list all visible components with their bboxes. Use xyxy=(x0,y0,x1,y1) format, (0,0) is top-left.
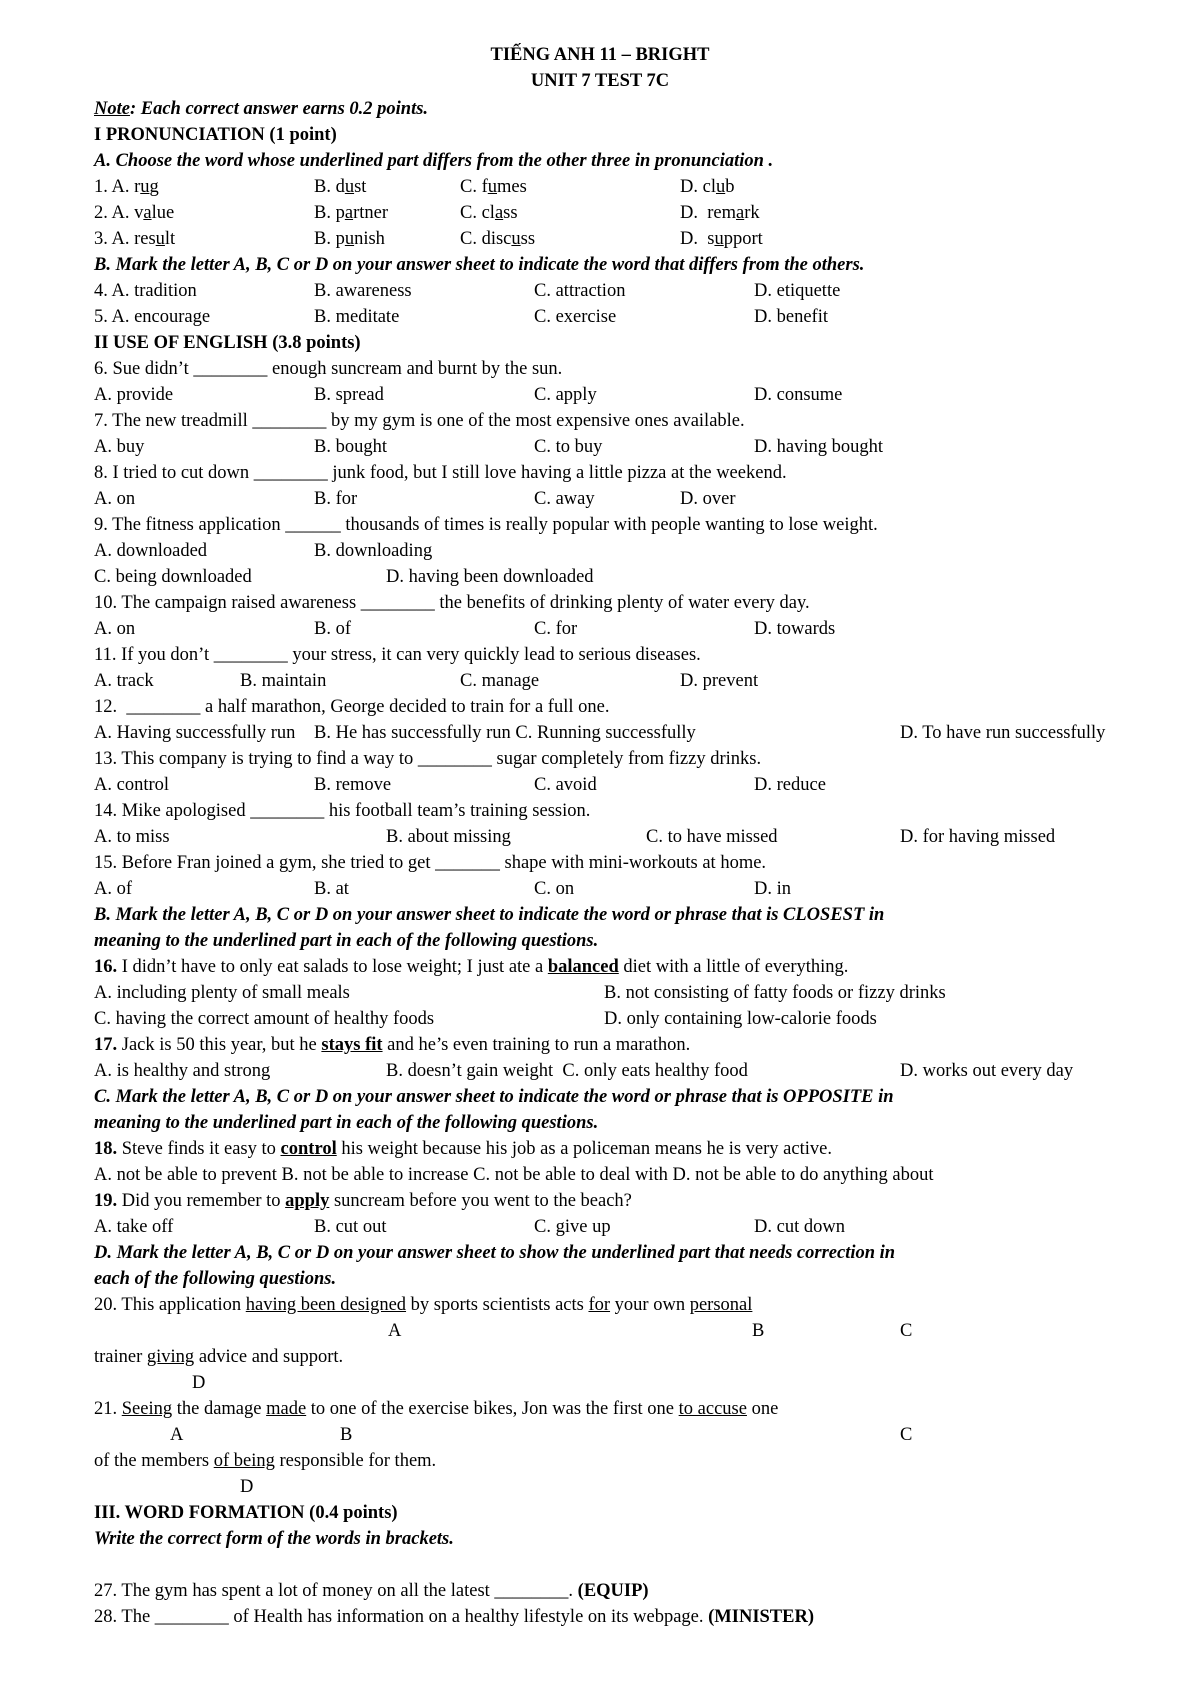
q16-stem: 16. I didn’t have to only eat salads to lose weight; I just ate a balanced diet with a little of everything. xyxy=(94,957,849,977)
q10-option-a: A. on xyxy=(94,619,136,639)
q9-stem: 9. The fitness application ______ thousands of times is really popular with people wanting to lose weight. xyxy=(94,515,878,535)
q15-option-d: D. in xyxy=(754,879,791,899)
q7-stem: 7. The new treadmill ________ by my gym is one of the most expensive ones available. xyxy=(94,411,745,431)
section-2-part-b-instructions-line1: B. Mark the letter A, B, C or D on your answer sheet to indicate the word or phrase that is CLOSEST in xyxy=(94,905,885,925)
note xyxy=(94,98,428,120)
q15-option-c: C. on xyxy=(534,879,575,899)
q20-letter-b: B xyxy=(752,1321,765,1341)
q20-letter-d: D xyxy=(192,1373,206,1393)
note-text: : Each correct answer earns 0.2 points. xyxy=(129,99,429,119)
q9-option-b: B. downloading xyxy=(314,541,433,561)
q6-option-b: B. spread xyxy=(314,385,384,405)
q11-stem: 11. If you don’t ________ your stress, it can very quickly lead to serious diseases. xyxy=(94,645,701,665)
section-2-part-c-instructions-line2: meaning to the underlined part in each of the following questions. xyxy=(94,1113,599,1133)
section-1-part-a-instructions: A. Choose the word whose underlined part differs from the other three in pronunciation . xyxy=(94,151,774,171)
q11-option-d: D. prevent xyxy=(680,671,759,691)
q11-option-b: B. maintain xyxy=(240,671,327,691)
q10-option-c: C. for xyxy=(534,619,578,639)
q7-option-c: C. to buy xyxy=(534,437,603,457)
q12-stem: 12. ________ a half marathon, George decided to train for a full one. xyxy=(94,697,610,717)
q4-option-c: C. attraction xyxy=(534,281,626,301)
section-1-heading: I PRONUNCIATION (1 point) xyxy=(94,125,337,145)
q13-option-a: A. control xyxy=(94,775,170,795)
q3-option-c: C. discuss xyxy=(460,229,536,249)
q20-stem-line2: trainer giving advice and support. xyxy=(94,1347,344,1367)
q1-option-d: D. club xyxy=(680,177,735,197)
section-3-heading: III. WORD FORMATION (0.4 points) xyxy=(94,1503,398,1523)
q18-options: A. not be able to prevent B. not be able to increase C. not be able to deal with D. not be able to do anything about xyxy=(94,1165,934,1185)
q16-option-d: D. only containing low-calorie foods xyxy=(604,1009,877,1029)
q17-options-b-c: B. doesn’t gain weight C. only eats healthy food xyxy=(386,1061,748,1081)
q6-stem: 6. Sue didn’t ________ enough suncream and burnt by the sun. xyxy=(94,359,563,379)
q12-options-b-c: B. He has successfully run C. Running successfully xyxy=(314,723,696,743)
document-subtitle: UNIT 7 TEST 7C xyxy=(530,71,670,91)
q17-option-a: A. is healthy and strong xyxy=(94,1061,271,1081)
q6-option-d: D. consume xyxy=(754,385,843,405)
q17-stem: 17. Jack is 50 this year, but he stays fit and he’s even training to run a marathon. xyxy=(94,1035,691,1055)
q13-option-d: D. reduce xyxy=(754,775,826,795)
q19-stem: 19. Did you remember to apply suncream before you went to the beach? xyxy=(94,1191,632,1211)
q7-option-d: D. having bought xyxy=(754,437,883,457)
q5-option-c: C. exercise xyxy=(534,307,617,327)
q16-option-a: A. including plenty of small meals xyxy=(94,983,350,1003)
q8-option-b: B. for xyxy=(314,489,358,509)
q6-option-a: A. provide xyxy=(94,385,174,405)
section-2-part-d-instructions-line2: each of the following questions. xyxy=(94,1269,337,1289)
q13-stem: 13. This company is trying to find a way to ________ sugar completely from fizzy drinks. xyxy=(94,749,762,769)
q19-option-b: B. cut out xyxy=(314,1217,387,1237)
q2-option-b: B. partner xyxy=(314,203,388,223)
q4-option-b: B. awareness xyxy=(314,281,412,301)
section-2-heading: II USE OF ENGLISH (3.8 points) xyxy=(94,333,361,353)
q27-stem: 27. The gym has spent a lot of money on all the latest ________. (EQUIP) xyxy=(94,1581,649,1601)
q17-option-d: D. works out every day xyxy=(900,1061,1074,1081)
q20-letter-a: A xyxy=(388,1321,402,1341)
q3-option-d: D. support xyxy=(680,229,763,249)
q15-stem: 15. Before Fran joined a gym, she tried to get _______ shape with mini-workouts at home. xyxy=(94,853,767,873)
q5-option-b: B. meditate xyxy=(314,307,400,327)
q1-option-b: B. dust xyxy=(314,177,367,197)
q14-option-a: A. to miss xyxy=(94,827,170,847)
q2-option-d: D. remark xyxy=(680,203,760,223)
q2-option-c: C. class xyxy=(460,203,518,223)
q20-stem-line1: 20. This application having been designed by sports scientists acts for your own personal xyxy=(94,1295,753,1315)
q14-stem: 14. Mike apologised ________ his football team’s training session. xyxy=(94,801,591,821)
q12-option-a: A. Having successfully run xyxy=(94,723,296,743)
q19-option-a: A. take off xyxy=(94,1217,174,1237)
q7-option-a: A. buy xyxy=(94,437,145,457)
q9-option-a: A. downloaded xyxy=(94,541,208,561)
q14-option-d: D. for having missed xyxy=(900,827,1056,847)
q3-option-b: B. punish xyxy=(314,229,385,249)
section-2-part-d-instructions-line1: D. Mark the letter A, B, C or D on your answer sheet to show the underlined part that needs correction in xyxy=(94,1243,896,1263)
q16-option-c: C. having the correct amount of healthy foods xyxy=(94,1009,435,1029)
q4-option-a: 4. A. tradition xyxy=(94,281,197,301)
q19-option-c: C. give up xyxy=(534,1217,611,1237)
q21-stem-line2: of the members of being responsible for them. xyxy=(94,1451,437,1471)
q8-option-a: A. on xyxy=(94,489,136,509)
q1-option-c: C. fumes xyxy=(460,177,527,197)
q1-option-a: 1. A. rug xyxy=(94,177,159,197)
q3-option-a: 3. A. result xyxy=(94,229,176,249)
q21-letter-a: A xyxy=(170,1425,184,1445)
q10-option-b: B. of xyxy=(314,619,351,639)
q10-option-d: D. towards xyxy=(754,619,836,639)
q14-option-c: C. to have missed xyxy=(646,827,778,847)
q10-stem: 10. The campaign raised awareness ________ the benefits of drinking plenty of water every day. xyxy=(94,593,810,613)
q15-option-b: B. at xyxy=(314,879,349,899)
q9-option-c: C. being downloaded xyxy=(94,567,252,587)
q13-option-c: C. avoid xyxy=(534,775,597,795)
q6-option-c: C. apply xyxy=(534,385,597,405)
q8-option-c: C. away xyxy=(534,489,595,509)
q14-option-b: B. about missing xyxy=(386,827,511,847)
q21-letter-b: B xyxy=(340,1425,353,1445)
section-2-part-c-instructions-line1: C. Mark the letter A, B, C or D on your answer sheet to indicate the word or phrase that is OPPOSITE in xyxy=(94,1087,894,1107)
q21-letter-d: D xyxy=(240,1477,254,1497)
q16-option-b: B. not consisting of fatty foods or fizzy drinks xyxy=(604,983,946,1003)
document-title: TIẾNG ANH 11 – BRIGHT xyxy=(490,45,710,65)
section-1-part-b-instructions: B. Mark the letter A, B, C or D on your answer sheet to indicate the word that differs from the others. xyxy=(94,255,865,275)
q11-option-c: C. manage xyxy=(460,671,540,691)
q19-option-d: D. cut down xyxy=(754,1217,845,1237)
q28-stem: 28. The ________ of Health has information on a healthy lifestyle on its webpage. (MINISTER) xyxy=(94,1607,815,1627)
q20-letter-c: C xyxy=(900,1321,913,1341)
q2-option-a: 2. A. value xyxy=(94,203,175,223)
section-3-instructions: Write the correct form of the words in brackets. xyxy=(94,1529,454,1549)
q21-stem-line1: 21. Seeing the damage made to one of the exercise bikes, Jon was the first one to accuse one xyxy=(94,1399,779,1419)
q4-option-d: D. etiquette xyxy=(754,281,841,301)
q12-option-d: D. To have run successfully xyxy=(900,723,1106,743)
q5-option-a: 5. A. encourage xyxy=(94,307,211,327)
q9-option-d: D. having been downloaded xyxy=(386,567,594,587)
note-label: Note xyxy=(94,99,130,119)
q7-option-b: B. bought xyxy=(314,437,387,457)
q13-option-b: B. remove xyxy=(314,775,392,795)
q21-letter-c: C xyxy=(900,1425,913,1445)
q8-stem: 8. I tried to cut down ________ junk food, but I still love having a little pizza at the weekend. xyxy=(94,463,787,483)
q15-option-a: A. of xyxy=(94,879,133,899)
q11-option-a: A. track xyxy=(94,671,154,691)
q18-stem: 18. Steve finds it easy to control his weight because his job as a policeman means he is very active. xyxy=(94,1139,832,1159)
section-2-part-b-instructions-line2: meaning to the underlined part in each of the following questions. xyxy=(94,931,599,951)
q5-option-d: D. benefit xyxy=(754,307,828,327)
q8-option-d: D. over xyxy=(680,489,736,509)
